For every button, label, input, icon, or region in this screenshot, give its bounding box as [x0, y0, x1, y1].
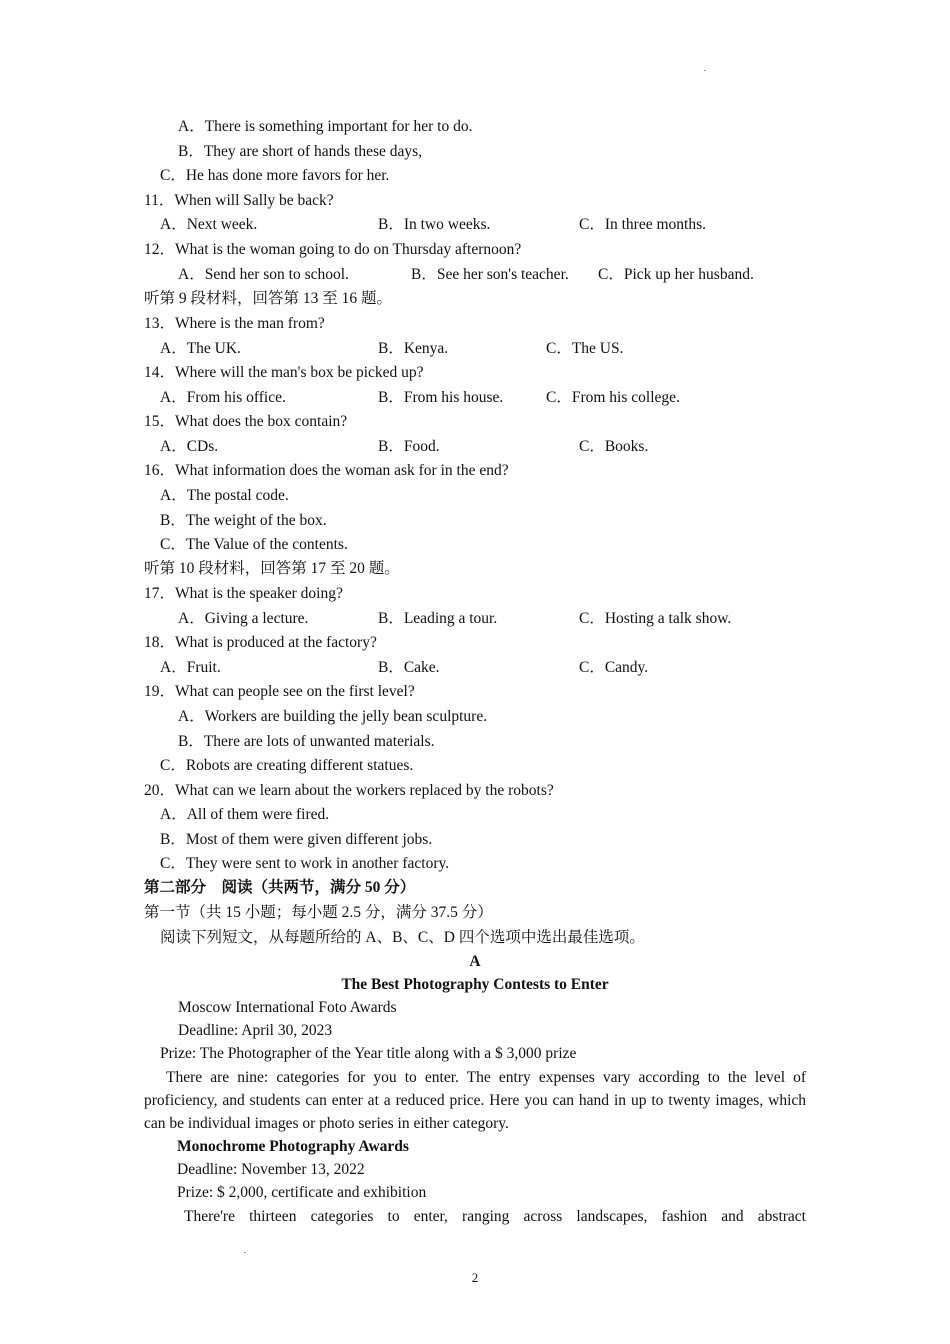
q13-stem: 13．Where is the man from? [144, 315, 325, 332]
section-10-instruction: 听第 10 段材料，回答第 17 至 20 题。 [144, 560, 400, 577]
q11-option-c: C．In three months. [579, 216, 706, 233]
q17-option-c: C．Hosting a talk show. [579, 610, 732, 627]
q19-option-a: A．Workers are building the jelly bean sculpture. [178, 708, 488, 725]
page-number: 2 [471, 1270, 479, 1285]
passage-letter: A [469, 953, 481, 970]
q13-option-b: B．Kenya. [378, 340, 449, 357]
q14-stem: 14．Where will the man's box be picked up? [144, 364, 424, 381]
q12-option-c: C．Pick up her husband. [598, 266, 754, 283]
q11-stem: 11．When will Sally be back? [144, 192, 334, 209]
q14-option-a: A．From his office. [160, 389, 286, 406]
q15-option-a: A．CDs. [160, 438, 219, 455]
q19-option-c: C．Robots are creating different statues. [160, 757, 414, 774]
q12-stem: 12．What is the woman going to do on Thursday afternoon? [144, 241, 522, 258]
q10-option-a: A．There is something important for her to do. [178, 118, 473, 135]
contest1-prize: Prize: The Photographer of the Year title along with a $ 3,000 prize [160, 1045, 577, 1062]
contest1-body: There are nine: categories for you to enter. The entry expenses vary according to the level of proficiency, and students can enter at a reduced price. Here you can hand in up to twenty images, which can be individual images or photo series in either category. [144, 1069, 806, 1132]
q15-stem: 15．What does the box contain? [144, 413, 348, 430]
q13-option-c: C．The US. [546, 340, 624, 357]
contest1-name: Moscow International Foto Awards [178, 999, 397, 1016]
q13-option-a: A．The UK. [160, 340, 241, 357]
q14-option-c: C．From his college. [546, 389, 680, 406]
contest1-deadline: Deadline: April 30, 2023 [178, 1022, 333, 1039]
q19-stem: 19．What can people see on the first level? [144, 683, 415, 700]
q18-option-a: A．Fruit. [160, 659, 221, 676]
q16-stem: 16．What information does the woman ask for in the end? [144, 462, 509, 479]
q16-option-a: A．The postal code. [160, 487, 289, 504]
q10-option-b: B．They are short of hands these days, [178, 143, 423, 160]
part2-section1: 第一节（共 15 小题；每小题 2.5 分，满分 37.5 分） [144, 904, 493, 921]
q18-stem: 18．What is produced at the factory? [144, 634, 377, 651]
q18-option-c: C．Candy. [579, 659, 649, 676]
passage-title: The Best Photography Contests to Enter [341, 976, 609, 993]
q14-option-b: B．From his house. [378, 389, 504, 406]
part2-heading: 第二部分 阅读（共两节，满分 50 分） [144, 879, 416, 896]
contest2-name: Monochrome Photography Awards [177, 1138, 409, 1155]
q15-option-b: B．Food. [378, 438, 440, 455]
part2-instruction: 阅读下列短文，从每题所给的 A、B、C、D 四个选项中选出最佳选项。 [160, 929, 645, 946]
q18-option-b: B．Cake. [378, 659, 440, 676]
q20-stem: 20．What can we learn about the workers replaced by the robots? [144, 782, 554, 799]
q10-option-c: C．He has done more favors for her. [160, 167, 390, 184]
q11-option-b: B．In two weeks. [378, 216, 491, 233]
q17-stem: 17．What is the speaker doing? [144, 585, 343, 602]
contest2-prize: Prize: $ 2,000, certificate and exhibition [177, 1184, 427, 1201]
q12-option-a: A．Send her son to school. [178, 266, 349, 283]
q17-option-a: A．Giving a lecture. [178, 610, 309, 627]
q20-option-a: A．All of them were fired. [160, 806, 330, 823]
contest2-body: There're thirteen categories to enter, ranging across landscapes, fashion and abstract [184, 1208, 806, 1225]
q16-option-b: B．The weight of the box. [160, 512, 327, 529]
contest2-deadline: Deadline: November 13, 2022 [177, 1161, 365, 1178]
q17-option-b: B．Leading a tour. [378, 610, 498, 627]
q15-option-c: C．Books. [579, 438, 649, 455]
scan-mark [244, 1252, 246, 1253]
q20-option-c: C．They were sent to work in another factory. [160, 855, 450, 872]
q16-option-c: C．The Value of the contents. [160, 536, 348, 553]
scan-mark [704, 70, 706, 71]
q20-option-b: B．Most of them were given different jobs. [160, 831, 433, 848]
q12-option-b: B．See her son's teacher. [411, 266, 569, 283]
section-9-instruction: 听第 9 段材料，回答第 13 至 16 题。 [144, 290, 393, 307]
q19-option-b: B．There are lots of unwanted materials. [178, 733, 435, 750]
q11-option-a: A．Next week. [160, 216, 258, 233]
